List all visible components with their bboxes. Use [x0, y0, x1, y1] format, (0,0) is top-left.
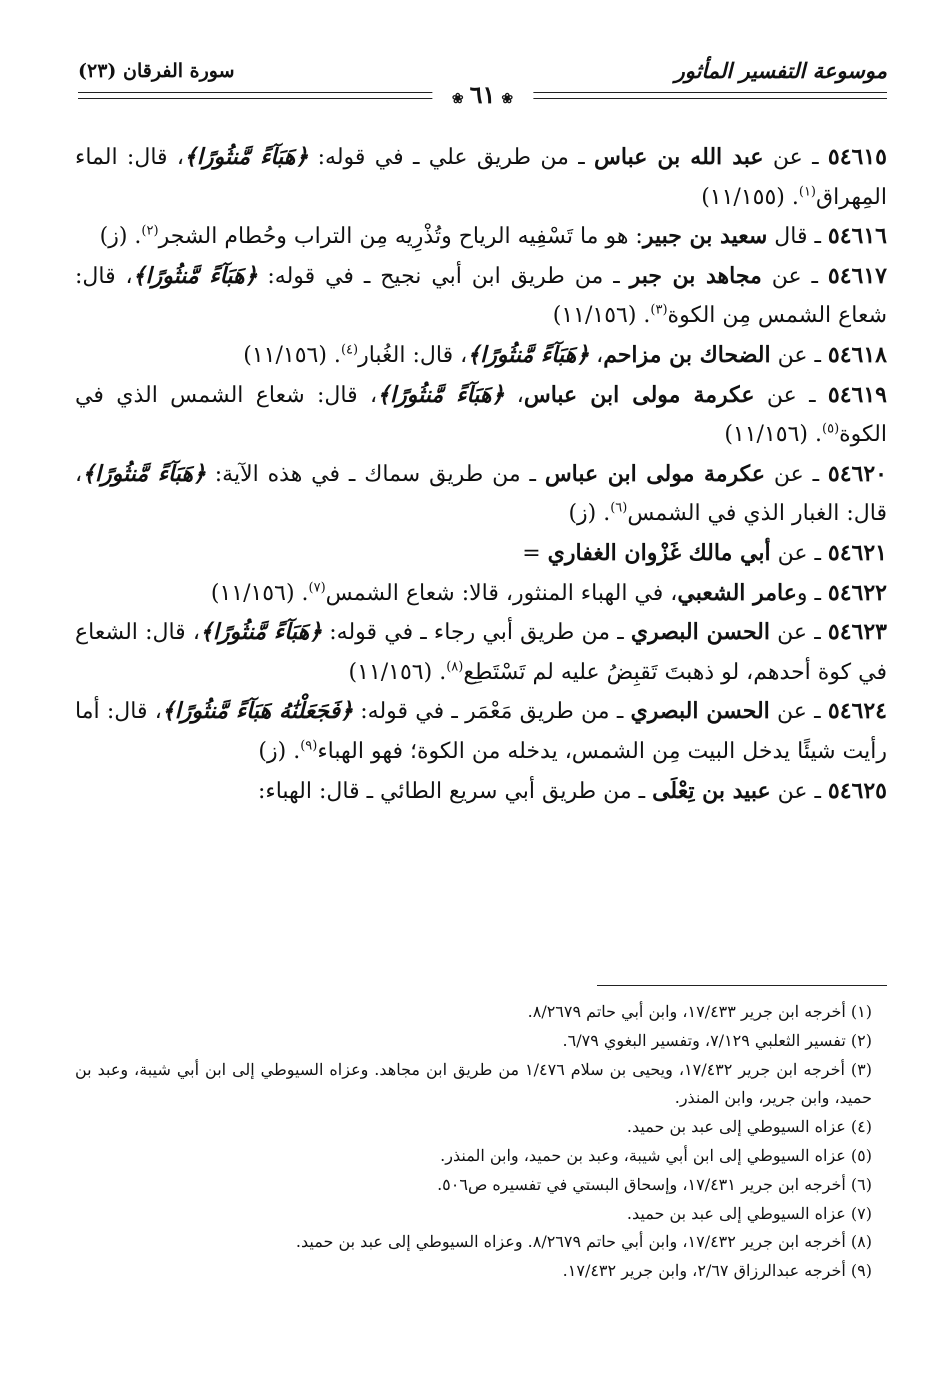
entry-text: ـ عن — [770, 342, 828, 368]
entry-number: ٥٤٦٢٠ — [827, 460, 887, 487]
entry-source: . (١١/١٥٥) — [701, 184, 799, 210]
footnote-ref: (٣) — [650, 303, 668, 319]
entry-text: ، قال: أما رأيت شيئًا يدخل البيت مِن الشمس، يدخله من الكوة؛ فهو الهباء — [75, 699, 887, 764]
entry-source: . (ز) — [99, 224, 142, 250]
narrator-name: الضحاك بن مزاحم — [603, 341, 771, 368]
quran-quote: ﴿هَبَآءً مَّنثُورًا﴾ — [184, 144, 309, 170]
entry-paragraph — [75, 574, 887, 614]
footnote-ref: (٨) — [446, 659, 464, 675]
entry-text: ، قال: الغُبار — [358, 342, 468, 368]
entry-paragraph — [75, 336, 887, 376]
entry-paragraph — [75, 217, 887, 257]
footnote-ref: (٧) — [308, 580, 326, 596]
narrator-name: عبد الله بن عباس — [594, 144, 764, 170]
entry-text: : هو ما تَسْفِيه الرياح وتُذْرِيه مِن التراب وحُطام الشجر — [158, 224, 643, 250]
entry-text: ـ من طريق أبي سريع الطائي ـ قال: الهباء: — [257, 778, 653, 804]
narrator-name: عبيد بن تِعْلَى — [652, 777, 771, 804]
quran-quote: ﴿فَجَعَلْنَٰهُ هَبَآءً مَّنثُورًا﴾ — [161, 698, 353, 725]
main-text — [75, 138, 887, 811]
narrator-name: عكرمة مولى ابن عباس — [544, 460, 765, 487]
entry-text: ـ عن — [770, 778, 828, 804]
entry-text: ـ و — [796, 580, 828, 606]
footnote: (٤) عزاه السيوطي إلى عبد بن حميد. — [626, 1117, 872, 1137]
entry-paragraph — [75, 772, 887, 812]
entry-text: ـ من طريق ابن أبي نجيح ـ في قوله: — [257, 263, 630, 289]
quran-quote: ﴿هَبَآءً مَّنثُورًا﴾ — [467, 341, 590, 368]
entry-text: ، قال: شعاع الشمس مِن الكوة — [75, 263, 887, 329]
narrator-name: عكرمة مولى ابن عباس — [523, 381, 755, 408]
entry-text: ـ عن — [764, 461, 828, 487]
entry-number: ٥٤٦٢٣ — [827, 619, 887, 646]
entry-paragraph — [75, 692, 887, 771]
entry-number: ٥٤٦٢٥ — [827, 777, 887, 804]
ornament-icon: ❀ — [451, 91, 464, 107]
entry-source: . (١١/١٥٦) — [724, 422, 822, 448]
narrator-name: الحسن البصري — [630, 619, 770, 646]
page-number: ٦١ — [469, 80, 496, 109]
entry-text: ـ من طريق علي ـ في قوله: — [308, 145, 595, 170]
entry-number: ٥٤٦١٥ — [827, 144, 887, 170]
footnote-ref: (٢) — [141, 223, 159, 239]
entry-number: ٥٤٦٢٢ — [827, 579, 887, 606]
footnote-ref: (٤) — [340, 342, 359, 358]
page-number-box — [432, 80, 533, 109]
entry-paragraph — [75, 138, 887, 217]
footnote: (٧) عزاه السيوطي إلى عبد بن حميد. — [626, 1203, 872, 1223]
footnote: (٩) أخرجه عبدالرزاق ٢/٦٧، وابن جرير ١٧/٤٣٢. — [562, 1261, 872, 1281]
entry-source: . (١١/١٥٦) — [348, 659, 447, 685]
entry-text: ، قال: الماء المِهراق — [75, 145, 887, 210]
footnote: (٣) أخرجه ابن جرير ١٧/٤٣٢، ويحيى بن سلام ١/٤٧٦ من طريق ابن مجاهد. وعزاه السيوطي إلى ابن أبي شيبة، وعبد بن حميد، وابن جرير، وابن المنذر. — [75, 1059, 873, 1108]
entry-text: ـ عن — [754, 382, 828, 408]
entry-number: ٥٤٦١٦ — [827, 223, 887, 250]
entry-source: . (١١/١٥٦) — [210, 580, 309, 606]
footnote-separator — [597, 985, 887, 986]
quran-quote: ﴿هَبَآءً مَّنثُورًا﴾ — [199, 619, 323, 646]
surah-header: سورة الفرقان (٢٣) — [78, 60, 235, 82]
footnote: (٥) عزاه السيوطي إلى ابن أبي شيبة، وعبد بن حميد، وابن المنذر. — [440, 1145, 872, 1165]
entry-text: ، قال: الشعاع في كوة أحدهم، لو ذهبتَ تَقبِضُ عليه لم تَسْتَطِع — [75, 620, 887, 685]
book-title: موسوعة التفسير المأثور — [674, 58, 887, 83]
narrator-name: أبي مالك غَزْوان الغفاري — [547, 539, 771, 566]
footnote: (٦) أخرجه ابن جرير ١٧/٤٣١، وإسحاق البستي في تفسيره ص٥٠٦. — [437, 1174, 872, 1194]
footnote: (٨) أخرجه ابن جرير ١٧/٤٣٢، وابن أبي حاتم ٨/٢٦٧٩. وعزاه السيوطي إلى عبد بن حميد. — [295, 1232, 872, 1252]
entry-text: ، قال: شعاع الشمس الذي في الكوة — [75, 382, 887, 448]
entry-text: ـ عن — [769, 620, 828, 646]
entry-text: ، — [504, 382, 524, 408]
entry-text: ـ عن — [763, 145, 828, 170]
entry-paragraph — [75, 455, 887, 534]
entry-text: ـ من طريق مَعْمَر ـ في قوله: — [352, 699, 631, 725]
entry-text: ـ من طريق أبي رجاء ـ في قوله: — [322, 620, 631, 646]
entry-paragraph — [75, 376, 887, 455]
entry-text: ـ عن — [770, 540, 828, 566]
entry-paragraph — [75, 257, 887, 336]
page-header — [78, 58, 887, 118]
footnote-ref: (٩) — [300, 738, 318, 754]
entry-source: . (١١/١٥٦) — [552, 303, 651, 329]
narrator-name: سعيد بن جبير — [642, 223, 768, 250]
ornament-icon: ❀ — [501, 91, 514, 107]
footnote-ref: (١) — [798, 184, 816, 200]
narrator-name: الحسن البصري — [630, 698, 770, 725]
entry-text: = — [522, 540, 548, 566]
footnote-ref: (٥) — [822, 421, 840, 437]
footnote-ref: (٦) — [610, 501, 628, 517]
entry-source: . (١١/١٥٦) — [243, 342, 341, 368]
entry-number: ٥٤٦٢١ — [827, 539, 887, 566]
quran-quote: ﴿هَبَآءً مَّنثُورًا﴾ — [377, 381, 505, 408]
entry-text: ، — [589, 342, 604, 368]
entry-number: ٥٤٦٢٤ — [827, 698, 887, 725]
entry-text: ـ قال — [767, 224, 828, 250]
entry-text: ، قال: الغبار الذي في الشمس — [75, 461, 887, 527]
entry-number: ٥٤٦١٧ — [827, 262, 887, 289]
quran-quote: ﴿هَبَآءً مَّنثُورًا﴾ — [82, 460, 206, 487]
entry-text: ، في الهباء المنثور، قالا: شعاع الشمس — [325, 580, 678, 606]
entry-text: ـ عن — [769, 699, 828, 725]
entry-number: ٥٤٦١٨ — [827, 341, 887, 368]
entry-text: ـ من طريق سماك ـ في هذه الآية: — [205, 461, 545, 487]
footnotes — [75, 998, 872, 1286]
narrator-name: عامر الشعبي — [677, 579, 797, 606]
entry-paragraph — [75, 613, 887, 692]
narrator-name: مجاهد بن جبر — [629, 262, 762, 289]
entry-paragraph — [75, 534, 887, 574]
entry-source: . (ز) — [568, 501, 611, 527]
entry-number: ٥٤٦١٩ — [827, 381, 887, 408]
entry-source: . (ز) — [258, 738, 301, 764]
footnote: (٢) تفسير الثعلبي ٧/١٢٩، وتفسير البغوي ٦/٧٩. — [562, 1030, 872, 1050]
quran-quote: ﴿هَبَآءً مَّنثُورًا﴾ — [132, 262, 258, 289]
entry-text: ـ عن — [761, 263, 828, 289]
footnote: (١) أخرجه ابن جرير ١٧/٤٣٣، وابن أبي حاتم ٨/٢٦٧٩. — [527, 1002, 872, 1021]
